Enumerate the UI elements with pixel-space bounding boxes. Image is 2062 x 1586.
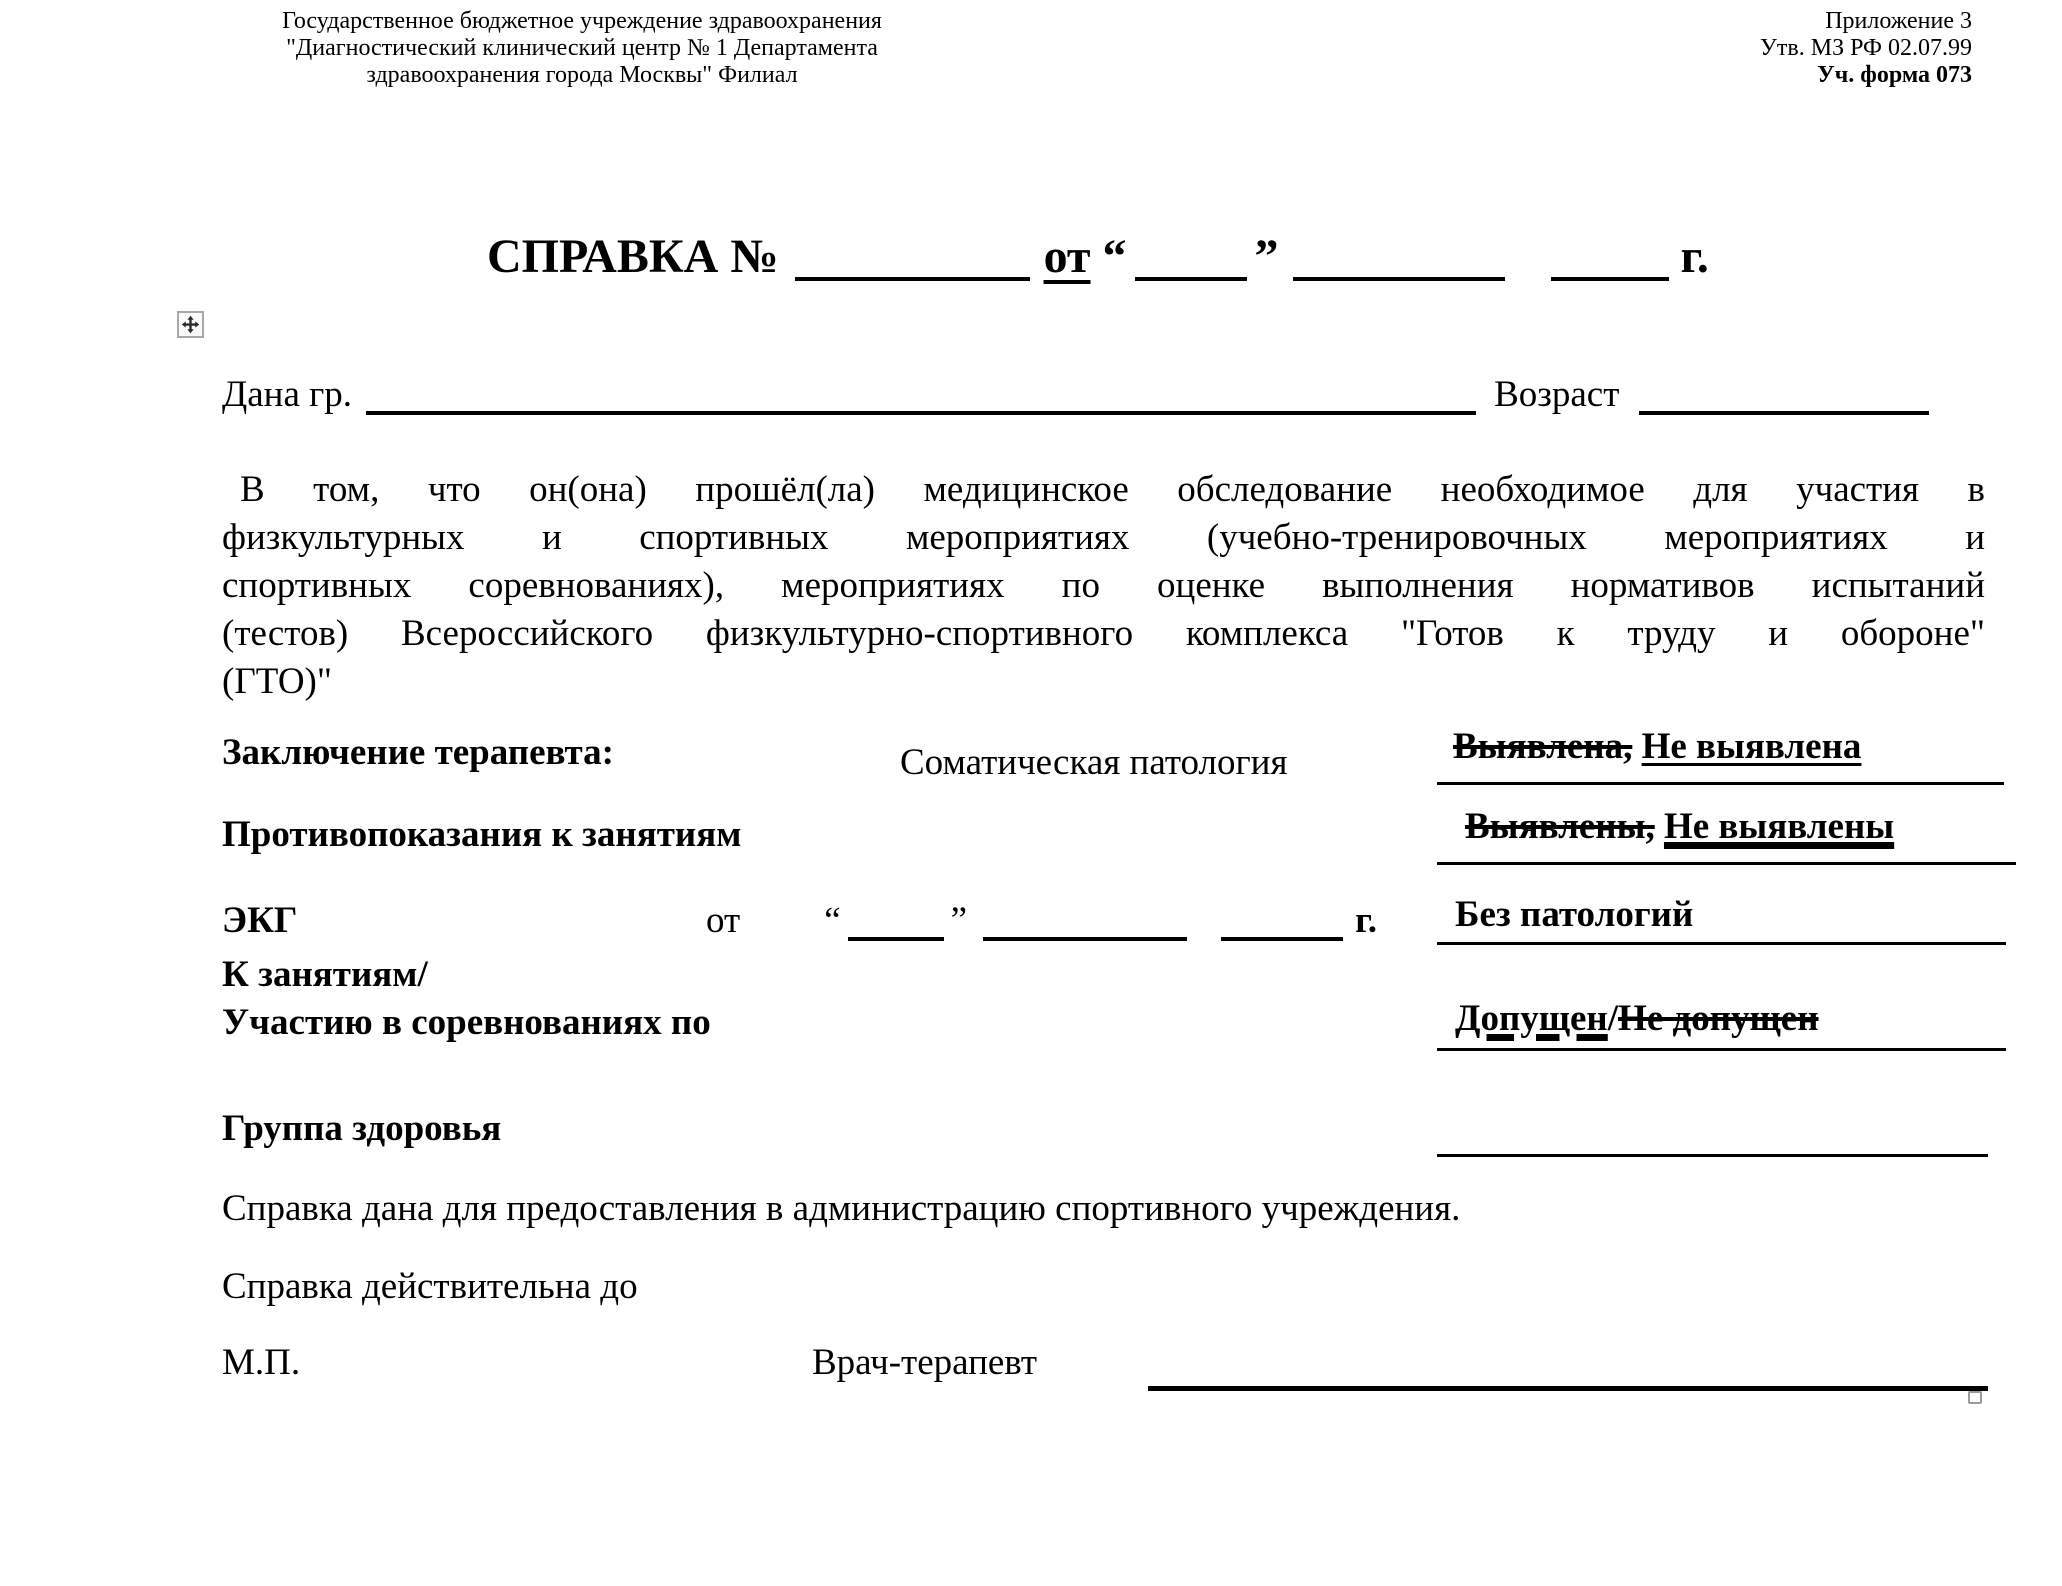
ecg-date-row: [706, 898, 1377, 944]
option-not-detected: Не выявлены: [1663, 806, 1895, 847]
age-label: Возраст: [1494, 374, 1620, 415]
somatic-pathology-label: Соматическая патология: [900, 742, 1288, 783]
title-from-label: от: [1043, 230, 1091, 283]
therapist-conclusion-label: Заключение терапевта:: [222, 732, 615, 773]
issued-for-note: Справка дана для предоставления в администрацию спортивного учреждения.: [222, 1188, 1461, 1229]
option-not-allowed: Не допущен: [1618, 998, 1819, 1039]
admission-label-line2: Участию в соревнованиях по: [222, 1002, 711, 1043]
date-year-field[interactable]: [1551, 277, 1669, 281]
valid-until-note: Справка действительна до: [222, 1266, 638, 1307]
admission-label-line1: К занятиям/: [222, 954, 428, 995]
resize-handle-icon[interactable]: [1968, 1391, 1982, 1404]
given-to-label: Дана гр.: [222, 374, 353, 415]
certificate-title-line: [487, 226, 1709, 288]
given-to-row: [222, 372, 1988, 418]
certificate-title: СПРАВКА №: [487, 230, 779, 283]
contraindications-label: Противопоказания к занятиям: [222, 814, 742, 855]
ecg-result-field[interactable]: [1437, 892, 2006, 945]
approval-line: Утв. МЗ РФ 02.07.99: [1759, 35, 1972, 61]
option-detected: Выявлены,: [1465, 806, 1655, 847]
option-separator: /: [1607, 998, 1619, 1039]
form-number-line: Уч. форма 073: [1817, 62, 1972, 88]
ecg-label: ЭКГ: [222, 900, 298, 941]
org-name-line: здравоохранения города Москвы" Филиал: [366, 62, 798, 88]
doctor-signature-field[interactable]: [1148, 1386, 1988, 1391]
org-name-line: Государственное бюджетное учреждение здравоохранения: [282, 8, 882, 34]
ecg-from-label: от: [706, 900, 741, 941]
health-group-field[interactable]: [1437, 1112, 1988, 1157]
age-field[interactable]: [1639, 411, 1929, 415]
ecg-year-label: г.: [1355, 900, 1377, 941]
form-approval-block: [1760, 8, 1972, 89]
ecg-result-value: Без патологий: [1455, 894, 1694, 935]
somatic-pathology-field[interactable]: [1437, 724, 2004, 785]
close-quote: ”: [950, 900, 968, 941]
paragraph-line: В том, что он(она) прошёл(ла) медицинское обследование необходимое для участия в: [240, 469, 1985, 510]
admission-field[interactable]: [1437, 996, 2006, 1051]
paragraph-line: спортивных соревнованиях), мероприятиях по оценке выполнения нормативов испытаний: [222, 565, 1985, 606]
org-name-line: "Диагностический клинический центр № 1 Департамента: [286, 35, 878, 61]
open-quote: “: [824, 900, 841, 941]
open-quote: “: [1102, 230, 1127, 283]
certificate-number-field[interactable]: [795, 277, 1030, 281]
doctor-title-label: Врач-терапевт: [812, 1342, 1038, 1383]
ecg-date-year-field[interactable]: [1221, 937, 1343, 941]
stamp-label: М.П.: [222, 1342, 301, 1383]
close-quote: ”: [1254, 230, 1279, 283]
paragraph-line: (ГТО)": [222, 661, 332, 702]
paragraph-line: (тестов) Всероссийского физкультурно-спортивного комплекса "Готов к труду и обороне": [222, 613, 1985, 654]
option-detected: Выявлена,: [1453, 726, 1633, 767]
health-group-label: Группа здоровья: [222, 1108, 502, 1149]
four-way-arrow-icon: [181, 315, 200, 334]
date-day-field[interactable]: [1135, 277, 1247, 281]
option-allowed: Допущен: [1455, 998, 1608, 1039]
title-year-label: г.: [1680, 230, 1709, 283]
given-to-name-field[interactable]: [366, 411, 1476, 415]
approval-line: Приложение 3: [1825, 8, 1972, 34]
contraindications-field[interactable]: [1437, 804, 2016, 865]
option-not-detected: Не выявлена: [1641, 726, 1862, 767]
certificate-body-paragraph: [222, 466, 1985, 706]
org-name-block: [197, 8, 967, 89]
date-month-field[interactable]: [1293, 277, 1505, 281]
move-handle-icon[interactable]: [177, 311, 204, 338]
ecg-date-day-field[interactable]: [848, 937, 944, 941]
ecg-date-month-field[interactable]: [983, 937, 1187, 941]
paragraph-line: физкультурных и спортивных мероприятиях (учебно-тренировочных мероприятиях и: [222, 517, 1985, 558]
